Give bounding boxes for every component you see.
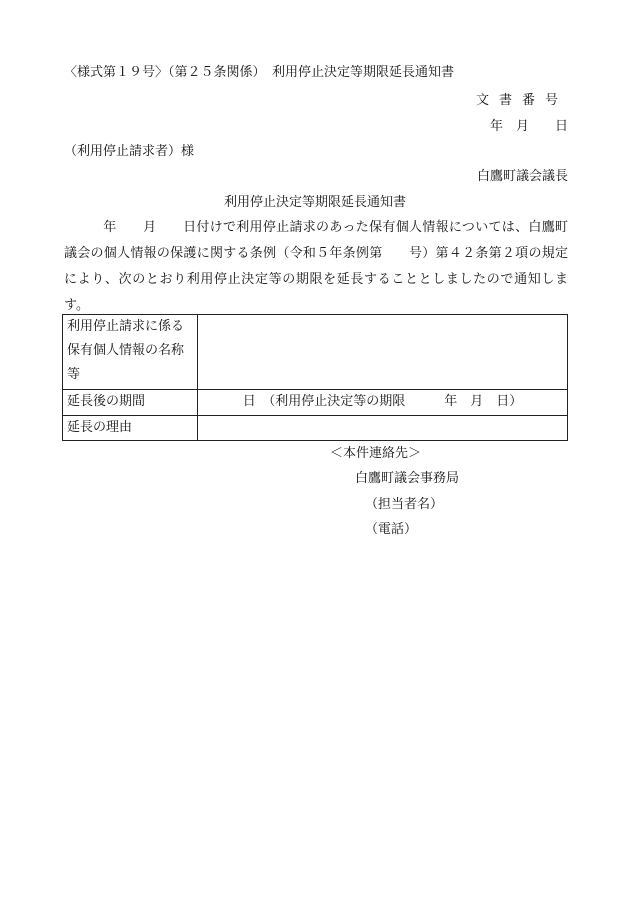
extended-period-label: 延長後の期間 <box>63 390 198 416</box>
document-number-label: 文書番号 <box>475 93 568 108</box>
contact-phone: （電話） <box>365 522 418 537</box>
date-label: 年 月 日 <box>489 119 568 134</box>
contact-office: 白鷹町議会事務局 <box>355 471 460 486</box>
table-row <box>63 390 568 416</box>
extended-period-value[interactable]: 日 （利用停止決定等の期限 年 月 日） <box>198 390 568 416</box>
body-text <box>64 215 568 319</box>
recipient-label: （利用停止請求者）様 <box>64 144 195 159</box>
body-paragraph: 年 月 日付けで利用停止請求のあった保有個人情報については、白鷹町議会の個人情報の保護に関する条例（令和５年条例第 号）第４２条第２項の規定により、次のとおり利用停止決定等の期限を延長することとしましたので通知します。 <box>64 220 568 313</box>
extension-reason-label: 延長の理由 <box>63 416 198 441</box>
extension-reason-value[interactable] <box>198 416 568 441</box>
form-label: 〈様式第１９号〉（第２５条関係） 利用停止決定等期限延長通知書 <box>64 65 455 80</box>
info-table <box>62 314 568 441</box>
table-row <box>63 416 568 441</box>
info-name-value[interactable] <box>198 315 568 390</box>
sender-label: 白鷹町議会議長 <box>476 169 568 184</box>
contact-heading: ＜本件連絡先＞ <box>330 446 422 461</box>
document-title: 利用停止決定等期限延長通知書 <box>223 195 406 210</box>
contact-person: （担当者名） <box>365 497 444 512</box>
info-name-label: 利用停止請求に係る保有個人情報の名称等 <box>63 315 198 390</box>
table-row <box>63 315 568 390</box>
